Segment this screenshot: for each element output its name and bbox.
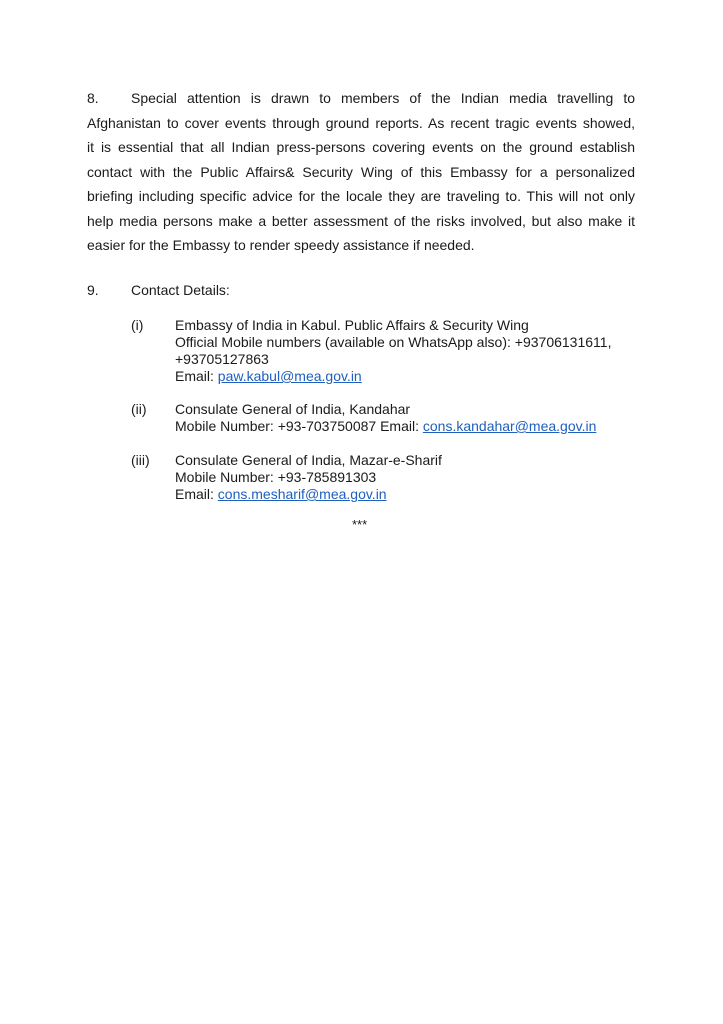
contact-phone-email-line [175, 418, 596, 435]
paragraph-8-line-7: easier for the Embassy to render speedy assistance if needed. [87, 237, 475, 253]
paragraph-8-line-1 [87, 86, 635, 111]
contact-phone: Mobile Number: +93-785891303 [175, 469, 377, 485]
contact-details-heading: Contact Details: [131, 282, 230, 298]
paragraph-8-line-6: help media persons make a better assessment of the risks involved, but also make it [87, 212, 635, 229]
paragraph-number: 9. [87, 282, 99, 298]
paragraph-number: 8. [87, 90, 99, 106]
contact-phone: Official Mobile numbers (available on WhatsApp also): +93706131611, [175, 334, 612, 350]
contact-email-line [175, 486, 442, 503]
paragraph-8-line-3: it is essential that all Indian press-persons covering events on the ground establish [87, 139, 635, 155]
contact-name: Consulate General of India, Kandahar [175, 401, 411, 417]
email-label: Email: [175, 486, 218, 502]
paragraph-8-line-4: contact with the Public Affairs& Security Wing of this Embassy for a personalized [87, 163, 635, 180]
contact-email-line [175, 368, 611, 385]
item-numeral: (ii) [131, 401, 147, 417]
paragraph-text: Special attention is drawn to members of the Indian media travelling to [131, 90, 635, 106]
paragraph-8 [87, 86, 635, 258]
end-of-document-mark: *** [352, 517, 368, 532]
contact-phone-2: +93705127863 [175, 351, 269, 367]
email-link[interactable]: paw.kabul@mea.gov.in [217, 368, 362, 384]
contact-name: Embassy of India in Kabul. Public Affairs & Security Wing [175, 317, 529, 333]
paragraph-8-line-5: briefing including specific advice for the locale they are traveling to. This will not only [87, 188, 635, 204]
email-link[interactable]: cons.kandahar@mea.gov.in [422, 418, 597, 434]
item-numeral: (i) [131, 317, 144, 333]
item-numeral: (iii) [131, 452, 150, 468]
paragraph-9-heading [87, 282, 230, 299]
contact-phone: Mobile Number: +93-703750087 Email: [175, 418, 423, 434]
email-label: Email: [175, 368, 218, 384]
contact-name: Consulate General of India, Mazar-e-Sharif [175, 452, 442, 468]
paragraph-8-line-2: Afghanistan to cover events through ground reports. As recent tragic events showed, [87, 114, 635, 131]
email-link[interactable]: cons.mesharif@mea.gov.in [217, 486, 387, 502]
